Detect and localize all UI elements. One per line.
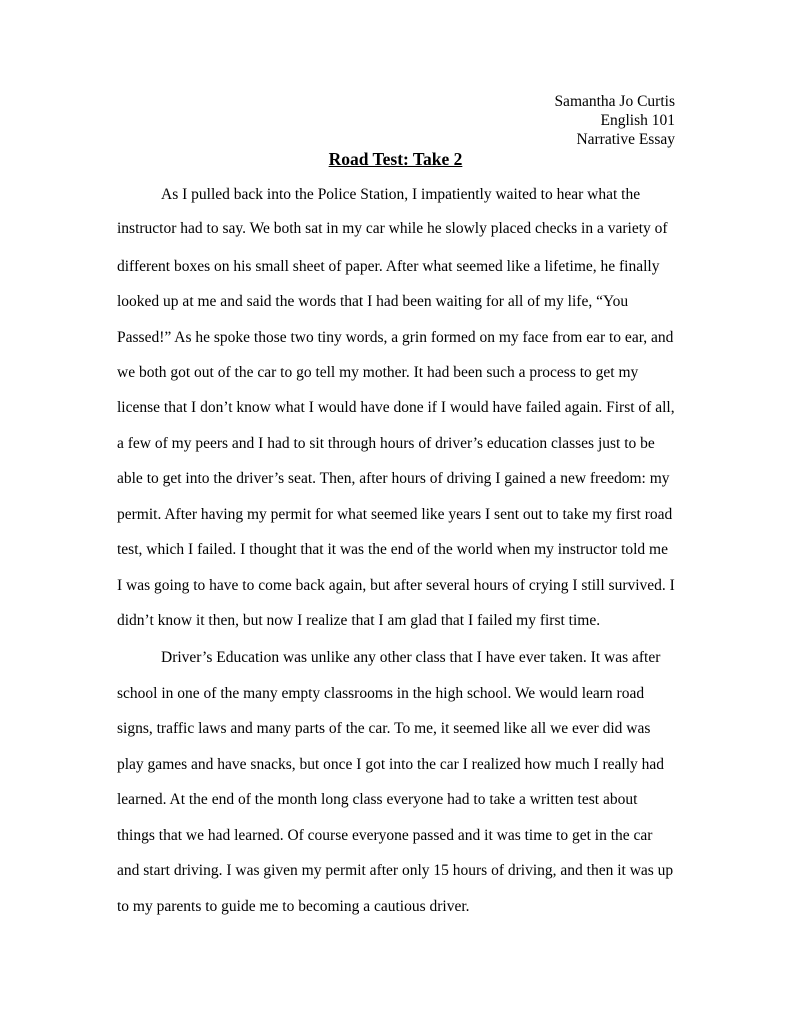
paragraph-1-line: test, which I failed. I thought that it was the end of the world when my instructor told me	[117, 541, 668, 558]
header-block	[554, 92, 675, 149]
paragraph-1-line: I was going to have to come back again, but after several hours of crying I still survived. I	[117, 577, 675, 594]
paragraph-2-line: to my parents to guide me to becoming a cautious driver.	[117, 898, 470, 915]
essay-title: Road Test: Take 2	[328, 149, 463, 169]
paragraph-1-line: license that I don’t know what I would have done if I would have failed again. First of all,	[117, 399, 675, 416]
paragraph-2-line: school in one of the many empty classrooms in the high school. We would learn road	[117, 685, 645, 702]
assignment-type: Narrative Essay	[576, 131, 675, 148]
course-name: English 101	[600, 112, 675, 129]
paragraph-2-line: and start driving. I was given my permit after only 15 hours of driving, and then it was up	[117, 862, 674, 879]
paragraph-2-line: things that we had learned. Of course everyone passed and it was time to get in the car	[117, 827, 653, 844]
paragraph-1-line: didn’t know it then, but now I realize that I am glad that I failed my first time.	[117, 612, 601, 629]
author-name: Samantha Jo Curtis	[554, 93, 675, 110]
paragraph-1-line: able to get into the driver’s seat. Then, after hours of driving I gained a new freedom: my	[117, 470, 670, 487]
paragraph-1-line: different boxes on his small sheet of paper. After what seemed like a lifetime, he finally	[117, 258, 660, 275]
paragraph-2-line: play games and have snacks, but once I got into the car I realized how much I really had	[117, 756, 665, 773]
paragraph-2-line: Driver’s Education was unlike any other class that I have ever taken. It was after	[161, 649, 661, 666]
paragraph-1-line: permit. After having my permit for what seemed like years I sent out to take my first road	[117, 506, 673, 523]
paragraph-1-line: As I pulled back into the Police Station, I impatiently waited to hear what the	[161, 186, 641, 203]
paragraph-1-line: we both got out of the car to go tell my mother. It had been such a process to get my	[117, 364, 639, 381]
paragraph-2-line: signs, traffic laws and many parts of the car. To me, it seemed like all we ever did was	[117, 720, 651, 737]
paragraph-1-line: a few of my peers and I had to sit through hours of driver’s education classes just to be	[117, 435, 655, 452]
paragraph-1-line: Passed!” As he spoke those two tiny words, a grin formed on my face from ear to ear, and	[117, 329, 674, 346]
paragraph-1-line: looked up at me and said the words that I had been waiting for all of my life, “You	[117, 293, 629, 310]
paragraph-2-line: learned. At the end of the month long class everyone had to take a written test about	[117, 791, 638, 808]
paragraph-1-line: instructor had to say. We both sat in my car while he slowly placed checks in a variety of	[117, 220, 668, 237]
